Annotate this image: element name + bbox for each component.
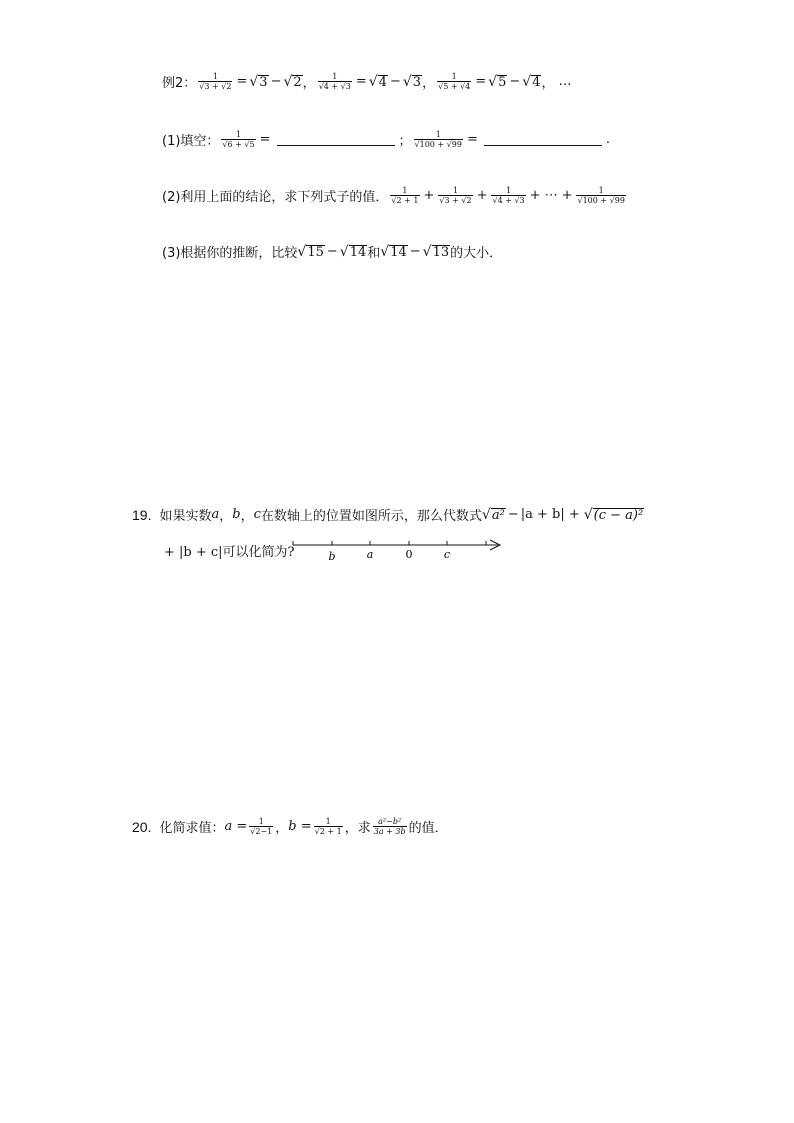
fraction: $\frac{1}{√4 + √3}$ xyxy=(318,72,351,91)
axis-label-b: b xyxy=(328,550,336,563)
fraction: $\frac{1}{√2 + 1}$ xyxy=(391,186,419,205)
question-number: 20. xyxy=(132,818,152,835)
sqrt-3b: √ 3 xyxy=(402,73,422,90)
axis-label-c: c xyxy=(443,548,451,561)
sqrt-15: √ 15 xyxy=(297,243,324,260)
sqrt-4: √ 4 xyxy=(368,73,387,90)
answer-blank-2[interactable] xyxy=(484,133,602,146)
answer-blank-1[interactable] xyxy=(277,133,395,146)
sqrt-2: √ 2 xyxy=(283,73,302,90)
sqrt-3: √ 3 xyxy=(249,73,268,90)
sqrt-13: √ 13 xyxy=(422,243,450,260)
sqrt-14: √ 14 xyxy=(339,243,367,260)
fraction: $\frac{1}{√2 + 1}$ xyxy=(314,817,342,836)
fraction: $\frac{1}{√3 + √2}$ xyxy=(199,72,232,91)
question-19-line-1: 19. 如果实数 a ， b ， c 在数轴上的位置如图所示，那么代数式 √ a² − |a + b| + √ (c − a)² xyxy=(132,506,644,524)
example-2-label: 例2： xyxy=(162,76,197,91)
part-1-label: (1)填空： xyxy=(162,134,220,149)
sqrt-5: √ 5 xyxy=(488,73,507,90)
sqrt-c-minus-a-squared: √ (c − a)² xyxy=(583,506,644,523)
fraction: $\frac{1}{√100 + √99}$ xyxy=(577,186,625,205)
sqrt-4b: √ 4 xyxy=(522,73,541,90)
fraction: $\frac{1}{√5 + √4}$ xyxy=(438,72,471,91)
fraction: $\frac{1}{√4 + √3}$ xyxy=(492,186,525,205)
fraction: $\frac{1}{√3 + √2}$ xyxy=(439,186,472,205)
part-2-line: (2)利用上面的结论，求下列式子的值． $\frac{1}{√2 + 1}$ + $\frac{1}{√3 + √2}$ + $\frac{1}{√4 + √3}$ + ⋯ + $\frac{1}{√100 + √99}$ xyxy=(162,186,625,205)
example-2-line: 例2： $\frac{1}{√3 + √2}$ = √ 3 − √ 2 ， $\frac{1}{√4 + √3}$ = √ 4 − √ 3 ， $\frac{1}{√5 + √4}$ = √ 5 − √ 4 ， … xyxy=(162,72,572,91)
question-20-line: 20. 化简求值： a = $\frac{1}{√2-1}$ ， b = $\frac{1}{√2 + 1}$ ， 求 $\frac{\text{a²−b²}}{3a + 3b}$ 的值． xyxy=(132,817,448,836)
sqrt-14b: √ 14 xyxy=(380,243,407,260)
question-number: 19. xyxy=(132,506,152,523)
part-3-line: (3)根据你的推断，比较 √ 15 − √ 14 和 √ 14 − √ 13 的大小． xyxy=(162,243,503,261)
fraction: $\frac{\text{a²−b²}}{3a + 3b}$ xyxy=(373,817,406,836)
fraction: $\frac{1}{√100 + √99}$ xyxy=(414,130,462,149)
axis-label-zero: 0 xyxy=(405,548,413,561)
part-1-line: (1)填空： $\frac{1}{√6 + √5}$ = ； $\frac{1}{√100 + √99}$ = . xyxy=(162,130,610,149)
number-line xyxy=(290,534,510,566)
sqrt-a-squared: √ a² xyxy=(481,506,505,523)
axis-label-a: a xyxy=(366,548,374,561)
part-2-label: (2)利用上面的结论，求下列式子的值． xyxy=(162,190,389,205)
question-19-line-2: + |b + c|可以化简为? xyxy=(164,545,295,560)
fraction: $\frac{1}{√2-1}$ xyxy=(250,817,273,836)
fraction: $\frac{1}{√6 + √5}$ xyxy=(222,130,255,149)
